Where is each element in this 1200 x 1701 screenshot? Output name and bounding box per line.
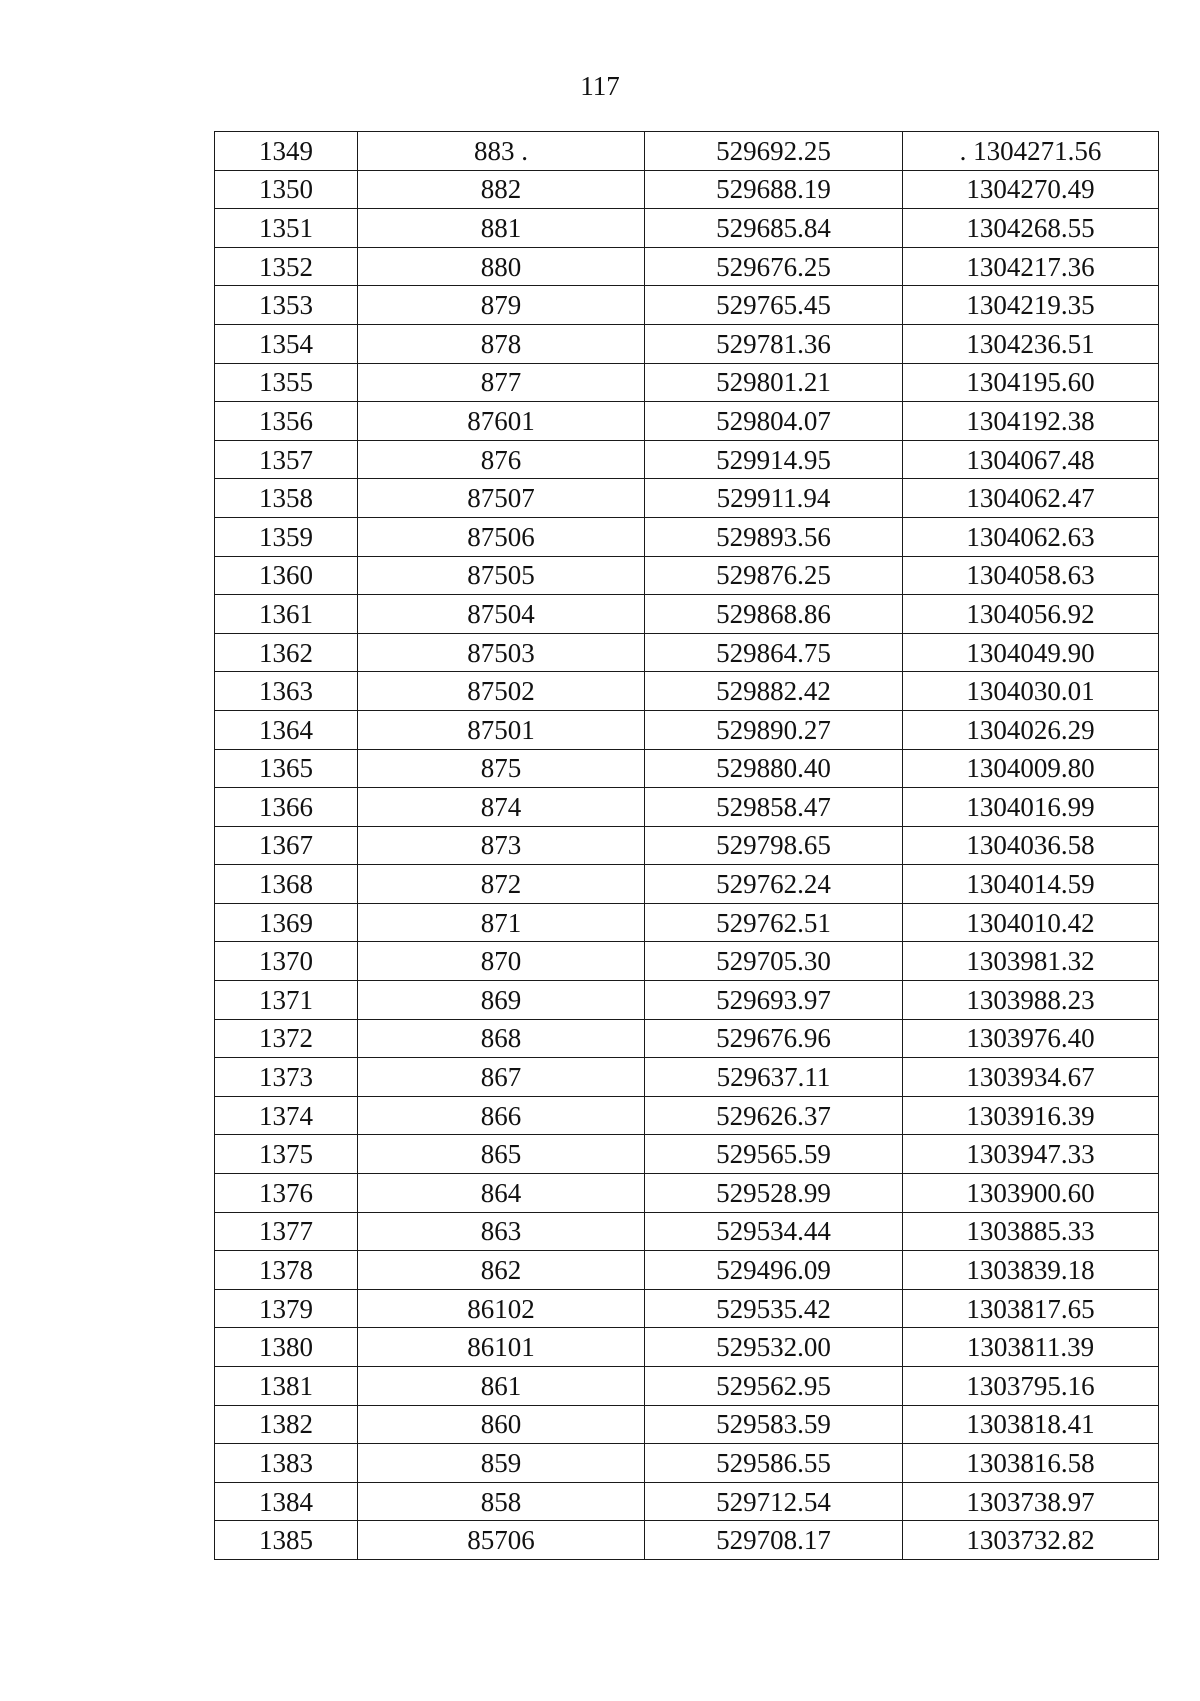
y-coordinate-cell: 1304195.60 [903, 363, 1159, 402]
y-coordinate-cell: 1303981.32 [903, 942, 1159, 981]
table-row [215, 749, 1159, 788]
y-coordinate-cell: 1303988.23 [903, 981, 1159, 1020]
x-coordinate-cell: 529565.59 [645, 1135, 903, 1174]
row-number-cell: 1381 [215, 1367, 358, 1406]
y-coordinate-cell: 1304270.49 [903, 170, 1159, 209]
point-id-cell: 861 [358, 1367, 645, 1406]
row-number-cell: 1377 [215, 1212, 358, 1251]
row-number-cell: 1349 [215, 132, 358, 171]
y-coordinate-cell: 1303795.16 [903, 1367, 1159, 1406]
table-row [215, 903, 1159, 942]
table-row [215, 440, 1159, 479]
table-row [215, 1096, 1159, 1135]
point-id-cell: 862 [358, 1251, 645, 1290]
x-coordinate-cell: 529534.44 [645, 1212, 903, 1251]
x-coordinate-cell: 529804.07 [645, 402, 903, 441]
point-id-cell: 86101 [358, 1328, 645, 1367]
table-row [215, 865, 1159, 904]
point-id-cell: 864 [358, 1174, 645, 1213]
table-row [215, 1482, 1159, 1521]
point-id-cell: 869 [358, 981, 645, 1020]
table-row [215, 517, 1159, 556]
y-coordinate-cell: 1304192.38 [903, 402, 1159, 441]
row-number-cell: 1379 [215, 1289, 358, 1328]
y-coordinate-cell: 1303818.41 [903, 1405, 1159, 1444]
point-id-cell: 858 [358, 1482, 645, 1521]
table-row [215, 788, 1159, 827]
table-row [215, 942, 1159, 981]
x-coordinate-cell: 529798.65 [645, 826, 903, 865]
row-number-cell: 1356 [215, 402, 358, 441]
x-coordinate-cell: 529858.47 [645, 788, 903, 827]
row-number-cell: 1353 [215, 286, 358, 325]
y-coordinate-cell: 1303885.33 [903, 1212, 1159, 1251]
x-coordinate-cell: 529583.59 [645, 1405, 903, 1444]
x-coordinate-cell: 529781.36 [645, 324, 903, 363]
row-number-cell: 1361 [215, 595, 358, 634]
point-id-cell: 878 [358, 324, 645, 363]
table-row [215, 710, 1159, 749]
table-row [215, 595, 1159, 634]
point-id-cell: 866 [358, 1096, 645, 1135]
point-id-cell: 871 [358, 903, 645, 942]
y-coordinate-cell: 1304030.01 [903, 672, 1159, 711]
x-coordinate-cell: 529762.51 [645, 903, 903, 942]
row-number-cell: 1365 [215, 749, 358, 788]
y-coordinate-cell: 1304016.99 [903, 788, 1159, 827]
row-number-cell: 1357 [215, 440, 358, 479]
point-id-cell: 860 [358, 1405, 645, 1444]
table-row [215, 981, 1159, 1020]
row-number-cell: 1373 [215, 1058, 358, 1097]
row-number-cell: 1369 [215, 903, 358, 942]
y-coordinate-cell: 1303900.60 [903, 1174, 1159, 1213]
coordinates-table [214, 131, 1159, 1560]
row-number-cell: 1350 [215, 170, 358, 209]
y-coordinate-cell: 1304049.90 [903, 633, 1159, 672]
y-coordinate-cell: 1304067.48 [903, 440, 1159, 479]
table-row [215, 826, 1159, 865]
y-coordinate-cell: . 1304271.56 [903, 132, 1159, 171]
point-id-cell: 87507 [358, 479, 645, 518]
x-coordinate-cell: 529911.94 [645, 479, 903, 518]
x-coordinate-cell: 529712.54 [645, 1482, 903, 1521]
table-row [215, 363, 1159, 402]
y-coordinate-cell: 1304026.29 [903, 710, 1159, 749]
table-row [215, 132, 1159, 171]
x-coordinate-cell: 529765.45 [645, 286, 903, 325]
row-number-cell: 1382 [215, 1405, 358, 1444]
table-row [215, 672, 1159, 711]
y-coordinate-cell: 1304010.42 [903, 903, 1159, 942]
point-id-cell: 872 [358, 865, 645, 904]
table-row [215, 1251, 1159, 1290]
point-id-cell: 87601 [358, 402, 645, 441]
row-number-cell: 1351 [215, 209, 358, 248]
y-coordinate-cell: 1304219.35 [903, 286, 1159, 325]
x-coordinate-cell: 529914.95 [645, 440, 903, 479]
point-id-cell: 879 [358, 286, 645, 325]
table-row [215, 324, 1159, 363]
row-number-cell: 1363 [215, 672, 358, 711]
point-id-cell: 877 [358, 363, 645, 402]
x-coordinate-cell: 529676.96 [645, 1019, 903, 1058]
y-coordinate-cell: 1303811.39 [903, 1328, 1159, 1367]
point-id-cell: 882 [358, 170, 645, 209]
point-id-cell: 87506 [358, 517, 645, 556]
point-id-cell: 86102 [358, 1289, 645, 1328]
row-number-cell: 1376 [215, 1174, 358, 1213]
table-row [215, 286, 1159, 325]
point-id-cell: 873 [358, 826, 645, 865]
x-coordinate-cell: 529880.40 [645, 749, 903, 788]
table-row [215, 1328, 1159, 1367]
row-number-cell: 1352 [215, 247, 358, 286]
y-coordinate-cell: 1303816.58 [903, 1444, 1159, 1483]
row-number-cell: 1378 [215, 1251, 358, 1290]
point-id-cell: 87504 [358, 595, 645, 634]
y-coordinate-cell: 1304056.92 [903, 595, 1159, 634]
row-number-cell: 1359 [215, 517, 358, 556]
point-id-cell: 865 [358, 1135, 645, 1174]
table-row [215, 1367, 1159, 1406]
x-coordinate-cell: 529801.21 [645, 363, 903, 402]
table-row [215, 1405, 1159, 1444]
y-coordinate-cell: 1303732.82 [903, 1521, 1159, 1560]
x-coordinate-cell: 529692.25 [645, 132, 903, 171]
y-coordinate-cell: 1303947.33 [903, 1135, 1159, 1174]
row-number-cell: 1372 [215, 1019, 358, 1058]
point-id-cell: 880 [358, 247, 645, 286]
table-row [215, 1444, 1159, 1483]
row-number-cell: 1385 [215, 1521, 358, 1560]
y-coordinate-cell: 1303976.40 [903, 1019, 1159, 1058]
x-coordinate-cell: 529864.75 [645, 633, 903, 672]
y-coordinate-cell: 1303839.18 [903, 1251, 1159, 1290]
y-coordinate-cell: 1303817.65 [903, 1289, 1159, 1328]
point-id-cell: 87505 [358, 556, 645, 595]
row-number-cell: 1360 [215, 556, 358, 595]
table-row [215, 1135, 1159, 1174]
point-id-cell: 85706 [358, 1521, 645, 1560]
table-row [215, 1289, 1159, 1328]
x-coordinate-cell: 529876.25 [645, 556, 903, 595]
x-coordinate-cell: 529705.30 [645, 942, 903, 981]
table-row [215, 1058, 1159, 1097]
table-row [215, 170, 1159, 209]
row-number-cell: 1380 [215, 1328, 358, 1367]
x-coordinate-cell: 529708.17 [645, 1521, 903, 1560]
point-id-cell: 875 [358, 749, 645, 788]
point-id-cell: 867 [358, 1058, 645, 1097]
y-coordinate-cell: 1304009.80 [903, 749, 1159, 788]
x-coordinate-cell: 529882.42 [645, 672, 903, 711]
x-coordinate-cell: 529890.27 [645, 710, 903, 749]
table-row [215, 1174, 1159, 1213]
row-number-cell: 1355 [215, 363, 358, 402]
x-coordinate-cell: 529535.42 [645, 1289, 903, 1328]
point-id-cell: 883 . [358, 132, 645, 171]
y-coordinate-cell: 1304062.47 [903, 479, 1159, 518]
row-number-cell: 1366 [215, 788, 358, 827]
row-number-cell: 1384 [215, 1482, 358, 1521]
y-coordinate-cell: 1304058.63 [903, 556, 1159, 595]
point-id-cell: 870 [358, 942, 645, 981]
x-coordinate-cell: 529676.25 [645, 247, 903, 286]
x-coordinate-cell: 529693.97 [645, 981, 903, 1020]
x-coordinate-cell: 529626.37 [645, 1096, 903, 1135]
point-id-cell: 868 [358, 1019, 645, 1058]
y-coordinate-cell: 1303934.67 [903, 1058, 1159, 1097]
y-coordinate-cell: 1304062.63 [903, 517, 1159, 556]
row-number-cell: 1354 [215, 324, 358, 363]
table-row [215, 209, 1159, 248]
y-coordinate-cell: 1304014.59 [903, 865, 1159, 904]
row-number-cell: 1374 [215, 1096, 358, 1135]
row-number-cell: 1358 [215, 479, 358, 518]
point-id-cell: 87501 [358, 710, 645, 749]
x-coordinate-cell: 529762.24 [645, 865, 903, 904]
table-row [215, 556, 1159, 595]
table-row [215, 1212, 1159, 1251]
x-coordinate-cell: 529688.19 [645, 170, 903, 209]
table-row [215, 1019, 1159, 1058]
x-coordinate-cell: 529496.09 [645, 1251, 903, 1290]
row-number-cell: 1371 [215, 981, 358, 1020]
point-id-cell: 876 [358, 440, 645, 479]
row-number-cell: 1370 [215, 942, 358, 981]
row-number-cell: 1375 [215, 1135, 358, 1174]
y-coordinate-cell: 1304217.36 [903, 247, 1159, 286]
row-number-cell: 1364 [215, 710, 358, 749]
y-coordinate-cell: 1304268.55 [903, 209, 1159, 248]
table-row [215, 479, 1159, 518]
row-number-cell: 1362 [215, 633, 358, 672]
point-id-cell: 863 [358, 1212, 645, 1251]
y-coordinate-cell: 1303916.39 [903, 1096, 1159, 1135]
table-row [215, 633, 1159, 672]
page-number: 117 [580, 71, 620, 101]
x-coordinate-cell: 529562.95 [645, 1367, 903, 1406]
table-row [215, 402, 1159, 441]
row-number-cell: 1383 [215, 1444, 358, 1483]
x-coordinate-cell: 529868.86 [645, 595, 903, 634]
table-row [215, 247, 1159, 286]
row-number-cell: 1367 [215, 826, 358, 865]
x-coordinate-cell: 529528.99 [645, 1174, 903, 1213]
point-id-cell: 881 [358, 209, 645, 248]
x-coordinate-cell: 529893.56 [645, 517, 903, 556]
y-coordinate-cell: 1304236.51 [903, 324, 1159, 363]
point-id-cell: 874 [358, 788, 645, 827]
x-coordinate-cell: 529637.11 [645, 1058, 903, 1097]
x-coordinate-cell: 529586.55 [645, 1444, 903, 1483]
x-coordinate-cell: 529532.00 [645, 1328, 903, 1367]
point-id-cell: 87503 [358, 633, 645, 672]
point-id-cell: 859 [358, 1444, 645, 1483]
table-row [215, 1521, 1159, 1560]
y-coordinate-cell: 1304036.58 [903, 826, 1159, 865]
y-coordinate-cell: 1303738.97 [903, 1482, 1159, 1521]
x-coordinate-cell: 529685.84 [645, 209, 903, 248]
point-id-cell: 87502 [358, 672, 645, 711]
coordinates-table-body [215, 132, 1159, 1560]
row-number-cell: 1368 [215, 865, 358, 904]
